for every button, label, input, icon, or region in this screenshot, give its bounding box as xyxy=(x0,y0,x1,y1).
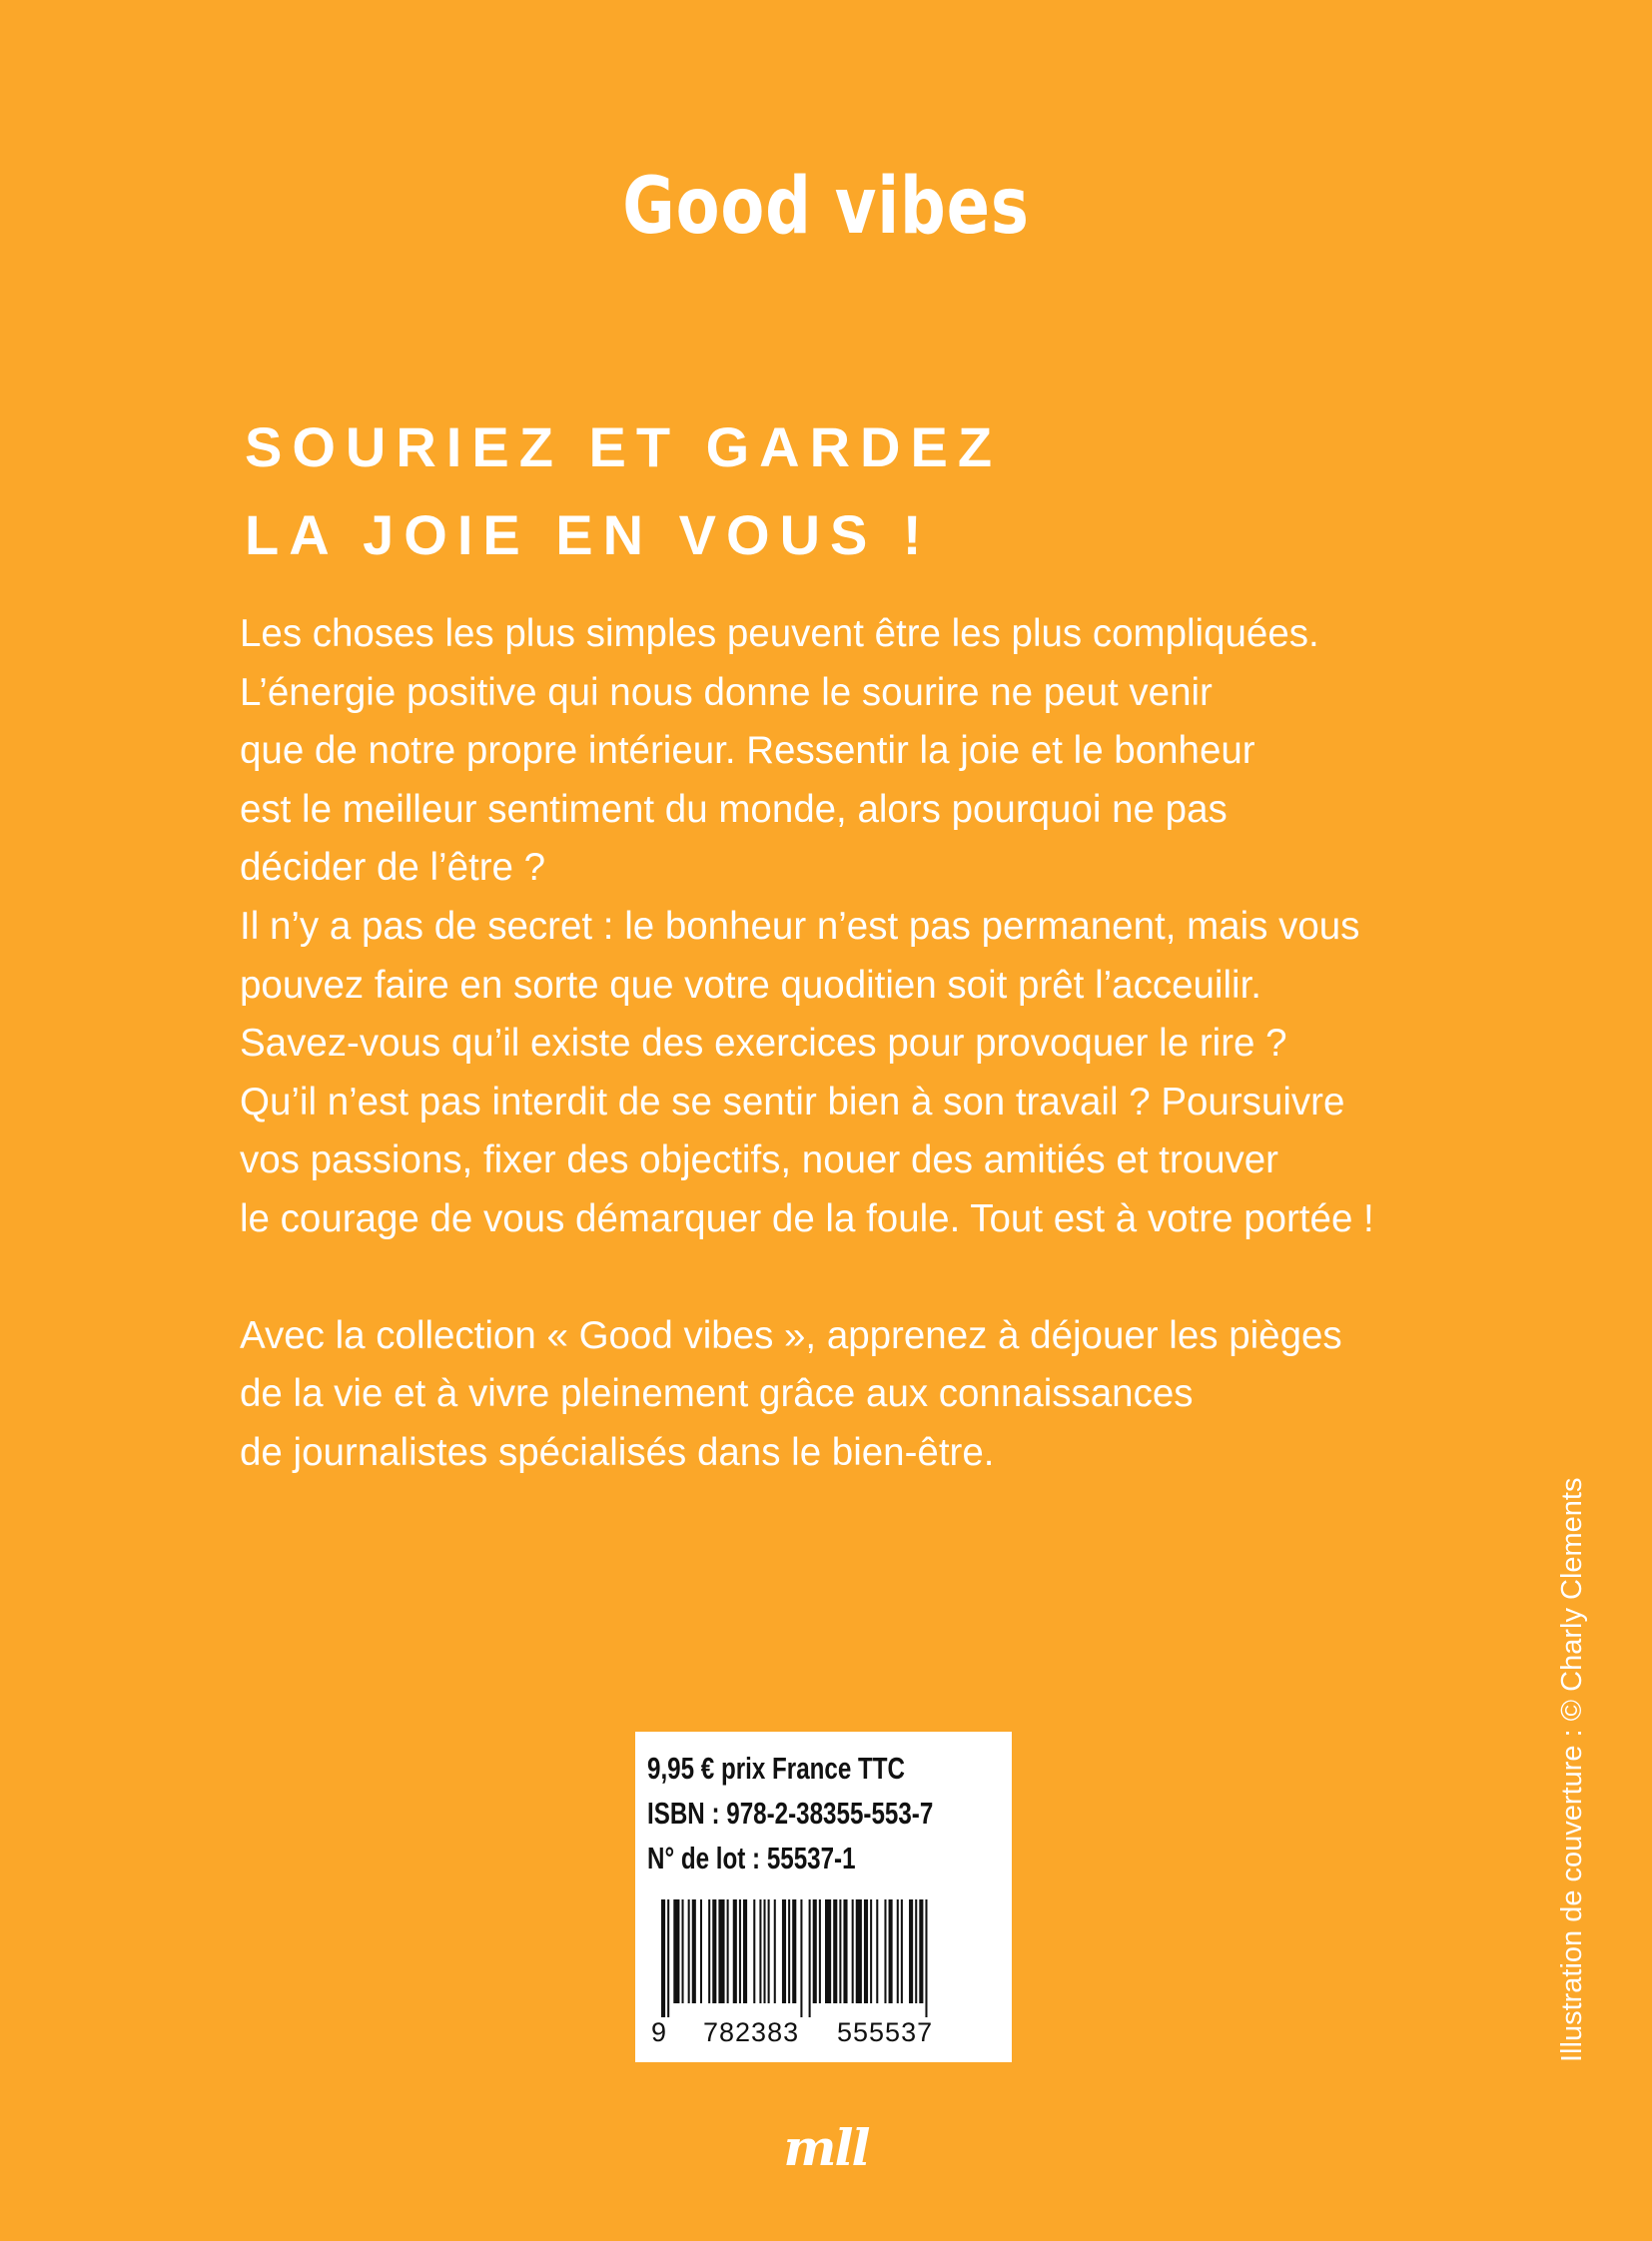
barcode-digit-first: 9 xyxy=(651,2017,667,2047)
blurb-line: vos passions, fixer des objectifs, nouer des amitiés et trouver xyxy=(240,1138,1278,1182)
barcode-bar xyxy=(764,1899,766,2003)
isbn-label: ISBN : 978-2-38355-553-7 xyxy=(647,1796,934,1831)
barcode-bar xyxy=(673,1899,679,2003)
barcode-bar xyxy=(700,1899,702,2003)
barcode-digits-left: 782383 xyxy=(703,2017,800,2047)
barcode-bar xyxy=(819,1899,821,2003)
barcode-bar xyxy=(712,1899,716,2003)
blurb-line: pouvez faire en sorte que votre quoditien soit prêt l’acceuilir. xyxy=(240,963,1261,1007)
barcode-bar xyxy=(661,1899,665,2017)
blurb-line: Qu’il n’est pas interdit de se sentir bien à son travail ? Poursuivre xyxy=(240,1080,1345,1123)
barcode-bar xyxy=(768,1899,770,2003)
barcode-bar xyxy=(739,1899,741,2003)
paragraph-gap xyxy=(240,1249,1458,1307)
lot-number-label: N° de lot : 55537-1 xyxy=(647,1841,856,1875)
headline-line-1: SOURIEZ ET GARDEZ xyxy=(245,415,1003,478)
barcode-digits xyxy=(647,2017,999,2053)
headline-line-2: LA JOIE EN VOUS ! xyxy=(245,503,932,566)
barcode-bar xyxy=(708,1899,710,2003)
barcode-bar xyxy=(809,1899,811,2017)
barcode-bar xyxy=(856,1899,862,2003)
barcode-bar xyxy=(925,1899,927,2017)
barcode-bar xyxy=(782,1899,786,2003)
barcode-bar xyxy=(870,1899,872,2003)
barcode-bar xyxy=(852,1899,854,2003)
barcode-bar xyxy=(733,1899,737,2003)
barcode-bar xyxy=(876,1899,878,2003)
blurb-line: Il n’y a pas de secret : le bonheur n’est pas permanent, mais vous xyxy=(240,904,1360,948)
barcode-bar xyxy=(743,1899,747,2003)
blurb-line: L’énergie positive qui nous donne le sourire ne peut venir xyxy=(240,670,1213,714)
barcode-bar xyxy=(718,1899,724,2003)
barcode-bar xyxy=(759,1899,761,2003)
barcode-bar xyxy=(792,1899,796,2003)
illustration-credit: Illustration de couverture : © Charly Clements xyxy=(1556,1477,1588,2062)
barcode xyxy=(647,1899,999,2017)
blurb-line: de journalistes spécialisés dans le bien-être. xyxy=(240,1430,995,1474)
barcode-bar xyxy=(813,1899,817,2003)
barcode-bar xyxy=(688,1899,690,2003)
barcode-bar xyxy=(727,1899,729,2003)
barcode-bar xyxy=(788,1899,790,2003)
barcode-bar xyxy=(833,1899,837,2003)
barcode-bar xyxy=(825,1899,831,2003)
barcode-bar xyxy=(884,1899,886,2003)
barcode-bar xyxy=(682,1899,684,2003)
blurb-line: Avec la collection « Good vibes », apprenez à déjouer les pièges xyxy=(240,1313,1342,1357)
barcode-bar xyxy=(774,1899,776,2003)
blurb-line: est le meilleur sentiment du monde, alors pourquoi ne pas xyxy=(240,787,1228,831)
blurb xyxy=(240,605,1458,1482)
barcode-bar xyxy=(909,1899,913,2003)
barcode-bar xyxy=(915,1899,917,2003)
barcode-bar xyxy=(919,1899,923,2003)
barcode-bar xyxy=(800,1899,802,2017)
barcode-bar xyxy=(753,1899,755,2003)
publisher-logo: mll xyxy=(783,2118,869,2177)
price-label: 9,95 € prix France TTC xyxy=(647,1751,906,1786)
barcode-bar xyxy=(864,1899,868,2003)
price-barcode-sticker xyxy=(635,1732,1012,2062)
barcode-bar xyxy=(692,1899,696,2003)
blurb-line: Les choses les plus simples peuvent être les plus compliquées. xyxy=(240,612,1319,655)
barcode-bar xyxy=(901,1899,903,2003)
collection-title: Good vibes xyxy=(622,162,1030,252)
blurb-line: de la vie et à vivre pleinement grâce aux connaissances xyxy=(240,1372,1194,1416)
blurb-line: que de notre propre intérieur. Ressentir la joie et le bonheur xyxy=(240,729,1255,773)
barcode-digits-right: 555537 xyxy=(837,2017,934,2047)
barcode-bar xyxy=(843,1899,847,2003)
barcode-bar xyxy=(889,1899,893,2003)
blurb-line: décider de l’être ? xyxy=(240,846,546,890)
barcode-bar xyxy=(839,1899,841,2003)
barcode-bar xyxy=(897,1899,899,2003)
blurb-line: le courage de vous démarquer de la foule. Tout est à votre portée ! xyxy=(240,1196,1374,1240)
headline xyxy=(245,403,1002,579)
blurb-line: Savez-vous qu’il existe des exercices pour provoquer le rire ? xyxy=(240,1022,1287,1066)
barcode-bar xyxy=(667,1899,669,2017)
